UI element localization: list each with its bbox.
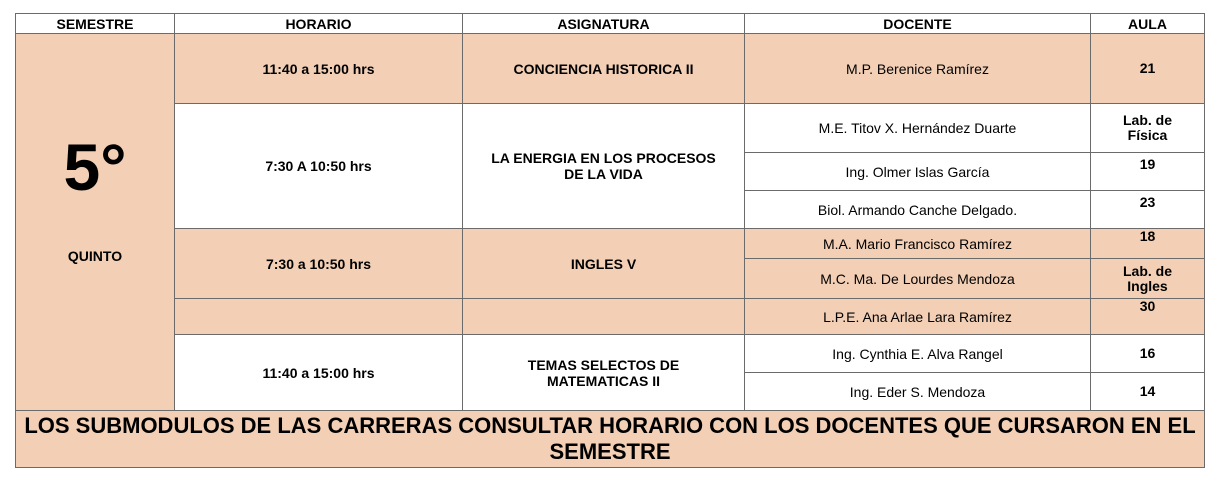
- aula-cell: Lab. de Física: [1091, 104, 1205, 153]
- docente-cell: Ing. Olmer Islas García: [745, 153, 1091, 191]
- aula-cell: 19: [1091, 153, 1205, 191]
- docente-cell: Biol. Armando Canche Delgado.: [745, 191, 1091, 229]
- horario-cell: 11:40 a 15:00 hrs: [175, 34, 463, 104]
- asignatura-cell: INGLES V: [463, 229, 745, 299]
- horario-cell: 11:40 a 15:00 hrs: [175, 335, 463, 411]
- table-row: [16, 34, 1205, 104]
- footer-note: LOS SUBMODULOS DE LAS CARRERAS CONSULTAR HORARIO CON LOS DOCENTES QUE CURSARON EN EL SEMESTRE: [16, 411, 1205, 468]
- schedule-container: [15, 13, 1205, 468]
- aula-cell: Lab. de Ingles: [1091, 259, 1205, 299]
- semester-cell: [16, 34, 175, 411]
- docente-cell: Ing. Eder S. Mendoza: [745, 373, 1091, 411]
- aula-cell: 16: [1091, 335, 1205, 373]
- table-row: [16, 335, 1205, 373]
- aula-cell: 23: [1091, 191, 1205, 229]
- docente-cell: M.E. Titov X. Hernández Duarte: [745, 104, 1091, 153]
- footer-row: [16, 411, 1205, 468]
- aula-cell: 14: [1091, 373, 1205, 411]
- docente-cell: M.P. Berenice Ramírez: [745, 34, 1091, 104]
- semester-number: 5°: [63, 130, 127, 204]
- header-docente: DOCENTE: [745, 14, 1091, 34]
- semester-name: QUINTO: [67, 248, 123, 264]
- horario-cell: 7:30 A 10:50 hrs: [175, 104, 463, 229]
- docente-cell: L.P.E. Ana Arlae Lara Ramírez: [745, 299, 1091, 335]
- horario-cell: 7:30 a 10:50 hrs: [175, 229, 463, 299]
- docente-cell: M.C. Ma. De Lourdes Mendoza: [745, 259, 1091, 299]
- asignatura-cell: CONCIENCIA HISTORICA II: [463, 34, 745, 104]
- table-row: [16, 299, 1205, 335]
- asignatura-cell: LA ENERGIA EN LOS PROCESOS DE LA VIDA: [463, 104, 745, 229]
- asignatura-cell: TEMAS SELECTOS DE MATEMATICAS II: [463, 335, 745, 411]
- aula-cell: 18: [1091, 229, 1205, 259]
- header-aula: AULA: [1091, 14, 1205, 34]
- table-row: [16, 104, 1205, 153]
- header-row: [16, 14, 1205, 34]
- aula-cell: 30: [1091, 299, 1205, 335]
- table-row: [16, 229, 1205, 259]
- aula-cell: 21: [1091, 34, 1205, 104]
- header-horario: HORARIO: [175, 14, 463, 34]
- schedule-table: [15, 13, 1205, 468]
- header-semestre: SEMESTRE: [16, 14, 175, 34]
- docente-cell: M.A. Mario Francisco Ramírez: [745, 229, 1091, 259]
- header-asignatura: ASIGNATURA: [463, 14, 745, 34]
- asignatura-cell-empty: [463, 299, 745, 335]
- docente-cell: Ing. Cynthia E. Alva Rangel: [745, 335, 1091, 373]
- horario-cell-empty: [175, 299, 463, 335]
